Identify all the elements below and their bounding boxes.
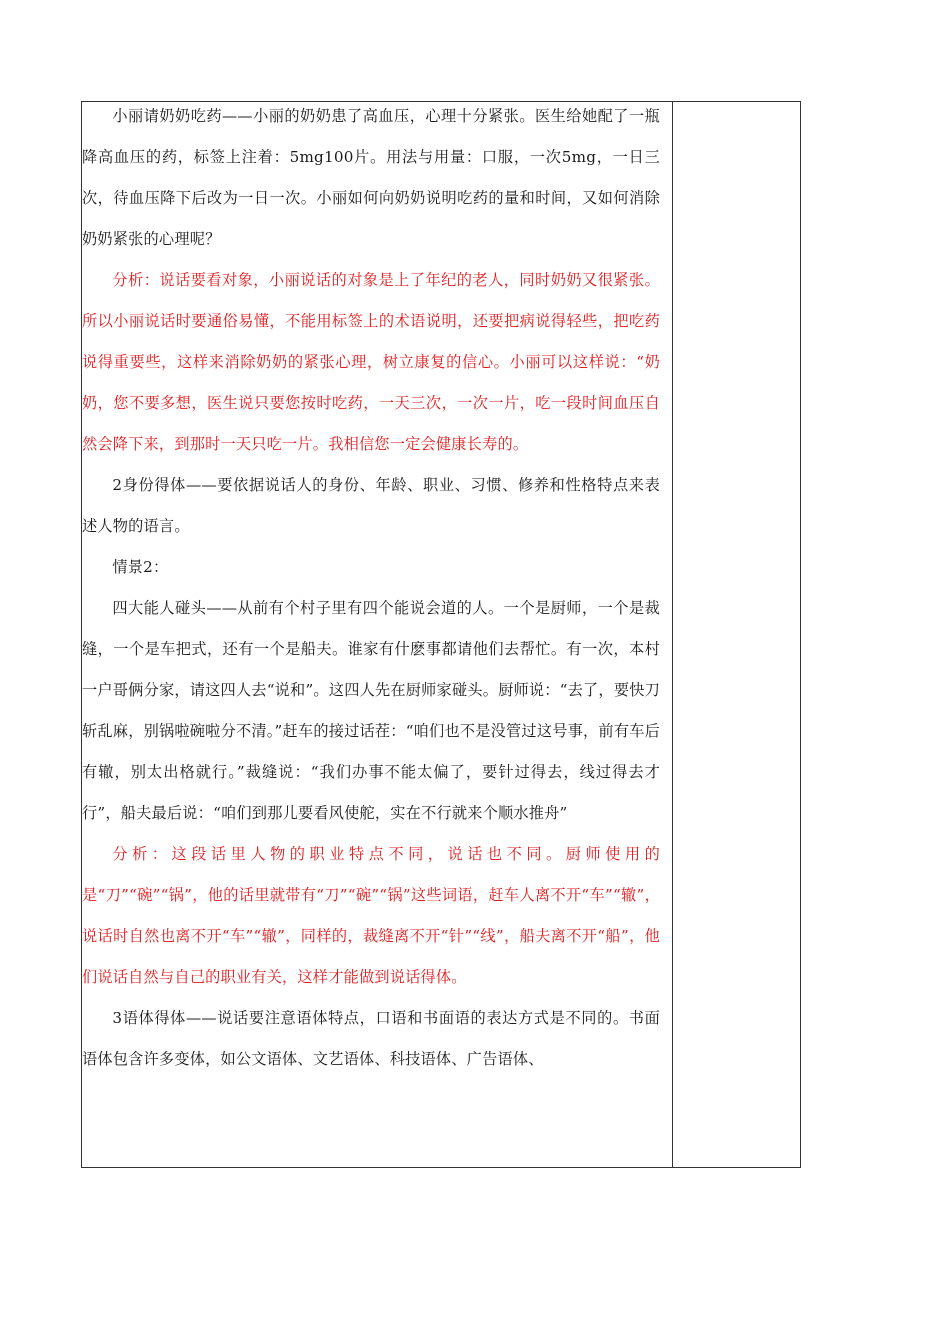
empty-side-cell: [673, 102, 800, 1167]
register-appropriateness-paragraph: 3语体得体——说话要注意语体特点，口语和书面语的表达方式是不同的。书面语体包含许多变体，如公文语体、文艺语体、科技语体、广告语体、: [82, 1009, 660, 1068]
analysis-paragraph-1: 分析：说话要看对象，小丽说话的对象是上了年纪的老人，同时奶奶又很紧张。所以小丽说话时要通俗易懂，不能用标签上的术语说明，还要把病说得轻些，把吃药说得重要些，这样来消除奶奶的紧张心理，树立康复的信心。小丽可以这样说：“奶奶，您不要多想，医生说只要您按时吃药，一天三次，一次一片，吃一段时间血压自然会降下来，到那时一天只吃一片。我相信您一定会健康长寿的。: [82, 271, 660, 453]
identity-appropriateness-paragraph: 2身份得体——要依据说话人的身份、年龄、职业、习惯、修养和性格特点来表述人物的语言。: [82, 476, 660, 535]
scenario-2-heading: 情景2：: [112, 558, 169, 576]
document-table: [81, 101, 801, 1168]
analysis-paragraph-2: 分析：这段话里人物的职业特点不同，说话也不同。厨师使用的是“刀”“碗”“锅”，他的话里就带有“刀”“碗”“锅”这些词语，赶车人离不开“车”“辙”，说话时自然也离不开“车”“辙”，同样的，裁缝离不开“针”“线”，船夫离不开“船”，他们说话自然与自己的职业有关，这样才能做到说话得体。: [82, 845, 660, 986]
scenario-paragraph-four-talents: 四大能人碰头——从前有个村子里有四个能说会道的人。一个是厨师，一个是裁缝，一个是车把式，还有一个是船夫。谁家有什麽事都请他们去帮忙。有一次，本村一户哥俩分家，请这四人去“说和”。这四人先在厨师家碰头。厨师说：“去了，要快刀斩乱麻，别锅啦碗啦分不清。”赶车的接过话茬：“咱们也不是没管过这号事，前有车后有辙，别太出格就行。”裁缝说：“我们办事不能太偏了，要针过得去，线过得去才行”，船夫最后说：“咱们到那儿要看风使舵，实在不行就来个顺水推舟”: [82, 599, 660, 822]
scenario-paragraph-grandma: 小丽请奶奶吃药——小丽的奶奶患了高血压，心理十分紧张。医生给她配了一瓶降高血压的药，标签上注着：5mg100片。用法与用量：口服，一次5mg，一日三次，待血压降下后改为一日一次。小丽如何向奶奶说明吃药的量和时间，又如何消除奶奶紧张的心理呢？: [82, 107, 660, 248]
content-cell: [82, 102, 673, 1167]
